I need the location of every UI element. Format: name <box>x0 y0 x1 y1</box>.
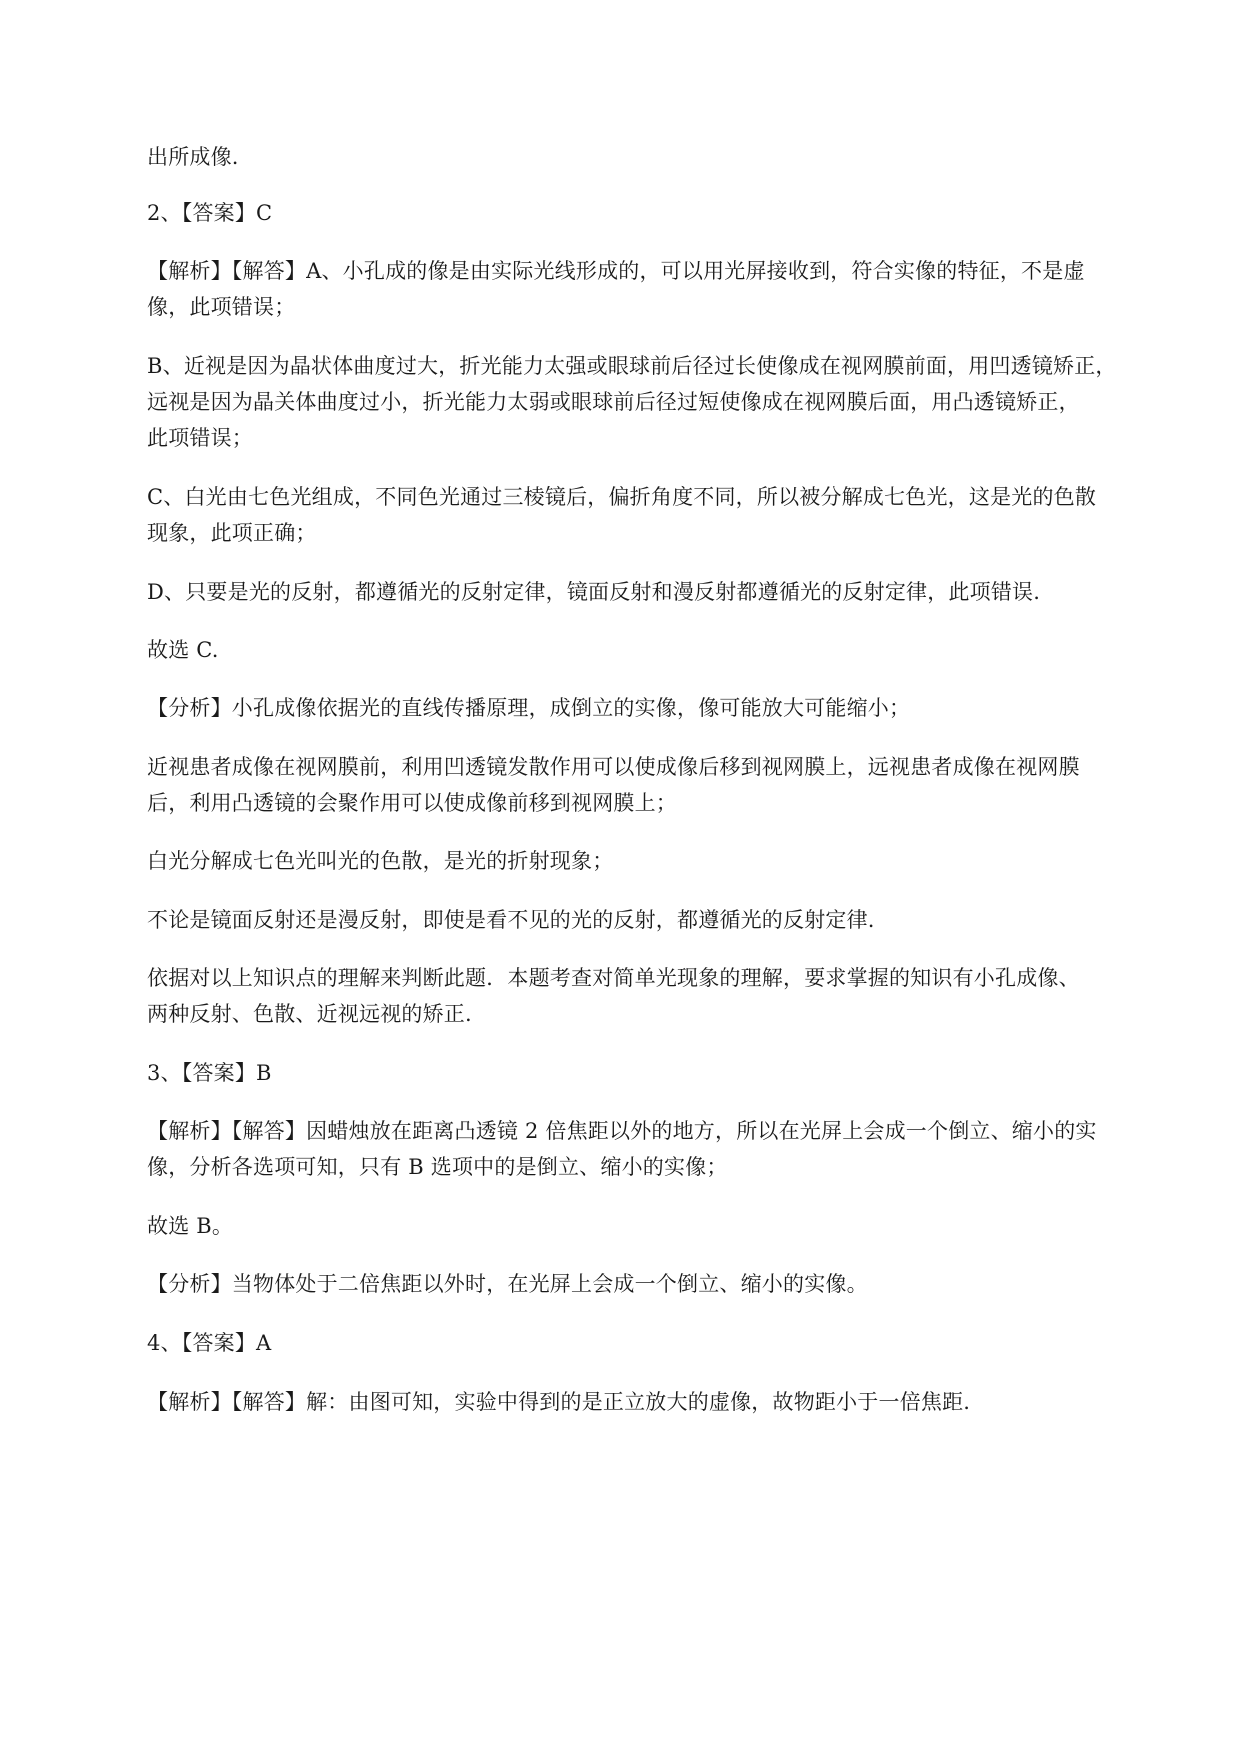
text-line: 远视是因为晶关体曲度过小，折光能力太弱或眼球前后径过短使像成在视网膜后面，用凸透镜矫正， <box>147 390 1080 414</box>
text-line: 此项错误； <box>147 426 253 450</box>
answer-3-heading: 3、【答案】B <box>147 1061 272 1085</box>
text-line: C、白光由七色光组成，不同色光通过三棱镜后，偏折角度不同，所以被分解成七色光，这是光的色散 <box>147 485 1097 509</box>
text-line: 依据对以上知识点的理解来判断此题．本题考查对简单光现象的理解，要求掌握的知识有小孔成像、 <box>147 966 1080 990</box>
text-line: 不论是镜面反射还是漫反射，即使是看不见的光的反射，都遵循光的反射定律. <box>147 908 875 932</box>
text-line: 【解析】【解答】因蜡烛放在距离凸透镜 2 倍焦距以外的地方，所以在光屏上会成一个倒立、缩小的实 <box>147 1119 1097 1143</box>
text-line: 故选 B。 <box>147 1214 234 1238</box>
text-line: 两种反射、色散、近视远视的矫正. <box>147 1002 472 1026</box>
text-line: D、只要是光的反射，都遵循光的反射定律，镜面反射和漫反射都遵循光的反射定律，此项错误. <box>147 580 1041 604</box>
text-line: 【解析】【解答】解：由图可知，实验中得到的是正立放大的虚像，故物距小于一倍焦距. <box>147 1390 971 1414</box>
text-line: 后，利用凸透镜的会聚作用可以使成像前移到视网膜上； <box>147 791 677 815</box>
answer-2-heading: 2、【答案】C <box>147 201 273 225</box>
text-line: 像，分析各选项可知，只有 B 选项中的是倒立、缩小的实像； <box>147 1155 728 1179</box>
answer-4-heading: 4、【答案】A <box>147 1331 272 1355</box>
text-line: 【解析】【解答】A、小孔成的像是由实际光线形成的，可以用光屏接收到，符合实像的特征，不是虚 <box>147 259 1085 283</box>
text-line: B、近视是因为晶状体曲度过大，折光能力太强或眼球前后径过长使像成在视网膜前面，用凹透镜矫正， <box>147 354 1117 378</box>
text-line: 白光分解成七色光叫光的色散，是光的折射现象； <box>147 849 614 873</box>
text-line: 现象，此项正确； <box>147 521 317 545</box>
text-line: 故选 C. <box>147 638 219 662</box>
text-line: 【分析】小孔成像依据光的直线传播原理，成倒立的实像，像可能放大可能缩小； <box>147 696 911 720</box>
text-line: 近视患者成像在视网膜前，利用凹透镜发散作用可以使成像后移到视网膜上，远视患者成像在视网膜 <box>147 755 1080 779</box>
text-line: 【分析】当物体处于二倍焦距以外时，在光屏上会成一个倒立、缩小的实像。 <box>147 1272 868 1296</box>
text-line: 像，此项错误； <box>147 295 296 319</box>
text-line: 出所成像. <box>147 145 239 169</box>
